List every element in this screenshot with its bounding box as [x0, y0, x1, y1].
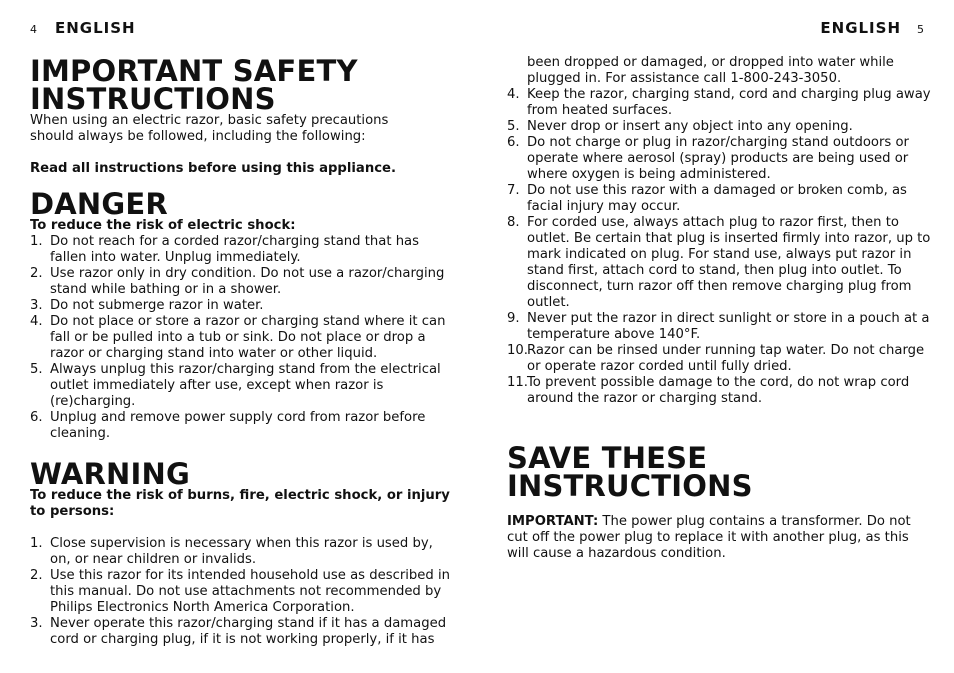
list-item-number: 4.: [507, 87, 520, 102]
list-item: [507, 119, 932, 135]
list-item: [507, 311, 932, 343]
right-page: [477, 0, 954, 673]
list-item-text: Razor can be rinsed under running tap water. Do not charge or operate razor corded until fully dried.: [527, 343, 925, 374]
right-page-header: [820, 19, 924, 37]
list-item-text: Never put the razor in direct sunlight or store in a pouch at a temperature above 140°F.: [527, 311, 930, 342]
list-item-number: 3.: [30, 616, 43, 631]
list-item-number: 1.: [30, 536, 43, 551]
list-item-number: 5.: [30, 362, 43, 377]
list-item: [30, 314, 455, 362]
list-item-text: Do not place or store a razor or charging stand where it can fall or be pulled into a tub or sink. Do not place or drop a razor or charging stand into water or other liquid.: [50, 314, 446, 361]
warning-subtitle: To reduce the risk of burns, fire, electric shock, or injury to persons:: [30, 488, 450, 519]
list-item-number: 7.: [507, 183, 520, 198]
list-item-number: 5.: [507, 119, 520, 134]
list-item-text: To prevent possible damage to the cord, do not wrap cord around the razor or charging stand.: [527, 375, 910, 406]
save-instructions-title: [507, 441, 932, 503]
language-label: ENGLISH: [55, 19, 136, 37]
list-item: [507, 135, 932, 183]
list-item: [30, 536, 455, 568]
list-item: [30, 410, 455, 442]
list-item-text: Never operate this razor/charging stand if it has a damaged cord or charging plug, if it is not working properly, if it has: [50, 616, 447, 647]
list-item: [30, 616, 455, 648]
danger-subtitle: To reduce the risk of electric shock:: [30, 218, 296, 233]
list-item: [507, 183, 932, 215]
list-item: [30, 298, 455, 314]
list-item-text: For corded use, always attach plug to razor first, then to outlet. Be certain that plug is inserted firmly into razor, up to mark indicated on plug. For stand use, always put razor in stand first, attach cord to stand, then plug into outlet. To disconnect, turn razor off then remove charging plug from outlet.: [527, 215, 931, 310]
read-all-instructions: Read all instructions before using this appliance.: [30, 161, 396, 176]
intro-text: When using an electric razor, basic safety precautions should always be followed, including the following:: [30, 113, 389, 144]
warning-list: [30, 536, 455, 648]
list-item-number: 6.: [507, 135, 520, 150]
save-title-line-1: SAVE THESE: [507, 441, 708, 475]
important-text: The power plug contains a transformer. Do not cut off the power plug to replace it with another plug, as this will cause a hazardous condition.: [507, 514, 911, 561]
list-item: [30, 362, 455, 410]
danger-title: DANGER: [30, 187, 168, 221]
title-line-2: INSTRUCTIONS: [30, 82, 276, 116]
list-item-text: Do not use this razor with a damaged or broken comb, as facial injury may occur.: [527, 183, 907, 214]
list-item: [30, 234, 455, 266]
list-item-text: Never drop or insert any object into any opening.: [527, 119, 853, 134]
list-item-number: 4.: [30, 314, 43, 329]
list-item: [30, 266, 455, 298]
warning-title: WARNING: [30, 457, 190, 491]
page-number: 5: [917, 23, 924, 36]
list-item-text: Do not submerge razor in water.: [50, 298, 264, 313]
list-item: [507, 375, 932, 407]
list-item-number: 11.: [507, 375, 528, 390]
save-title-line-2: INSTRUCTIONS: [507, 469, 753, 503]
list-item-text: Use this razor for its intended household use as described in this manual. Do not use attachments not recommended by Philips Electronics North America Corporation.: [50, 568, 450, 615]
list-item-text: Unplug and remove power supply cord from razor before cleaning.: [50, 410, 426, 441]
list-item: [507, 87, 932, 119]
list-item-text: Keep the razor, charging stand, cord and charging plug away from heated surfaces.: [527, 87, 931, 118]
list-item-number: 2.: [30, 266, 43, 281]
list-item-number: 3.: [30, 298, 43, 313]
continued-text: been dropped or damaged, or dropped into water while plugged in. For assistance call 1-800-243-3050.: [527, 55, 894, 86]
list-item-number: 6.: [30, 410, 43, 425]
page-number: 4: [30, 23, 37, 36]
list-item-text: Do not reach for a corded razor/charging stand that has fallen into water. Unplug immediately.: [50, 234, 420, 265]
list-item-number: 1.: [30, 234, 43, 249]
list-item-text: Use razor only in dry condition. Do not use a razor/charging stand while bathing or in a shower.: [50, 266, 445, 297]
safety-list-continued: [507, 87, 932, 407]
list-item-text: Do not charge or plug in razor/charging stand outdoors or operate where aerosol (spray) products are being used or where oxygen is being administered.: [527, 135, 909, 182]
left-page-header: [30, 19, 136, 37]
important-label: IMPORTANT:: [507, 514, 599, 529]
important-note: [507, 514, 932, 562]
list-item-number: 2.: [30, 568, 43, 583]
list-item: [507, 215, 932, 311]
list-item-number: 10.: [507, 343, 528, 358]
danger-list: [30, 234, 455, 442]
list-item-text: Close supervision is necessary when this razor is used by, on, or near children or invalids.: [50, 536, 433, 567]
list-item: [507, 343, 932, 375]
language-label: ENGLISH: [820, 19, 901, 37]
list-item: [30, 568, 455, 616]
list-item-text: Always unplug this razor/charging stand from the electrical outlet immediately after use, except when razor is (re)charging.: [50, 362, 441, 409]
list-item-number: 8.: [507, 215, 520, 230]
important-safety-title: [30, 54, 455, 116]
title-line-1: IMPORTANT SAFETY: [30, 54, 358, 88]
list-item-number: 9.: [507, 311, 520, 326]
